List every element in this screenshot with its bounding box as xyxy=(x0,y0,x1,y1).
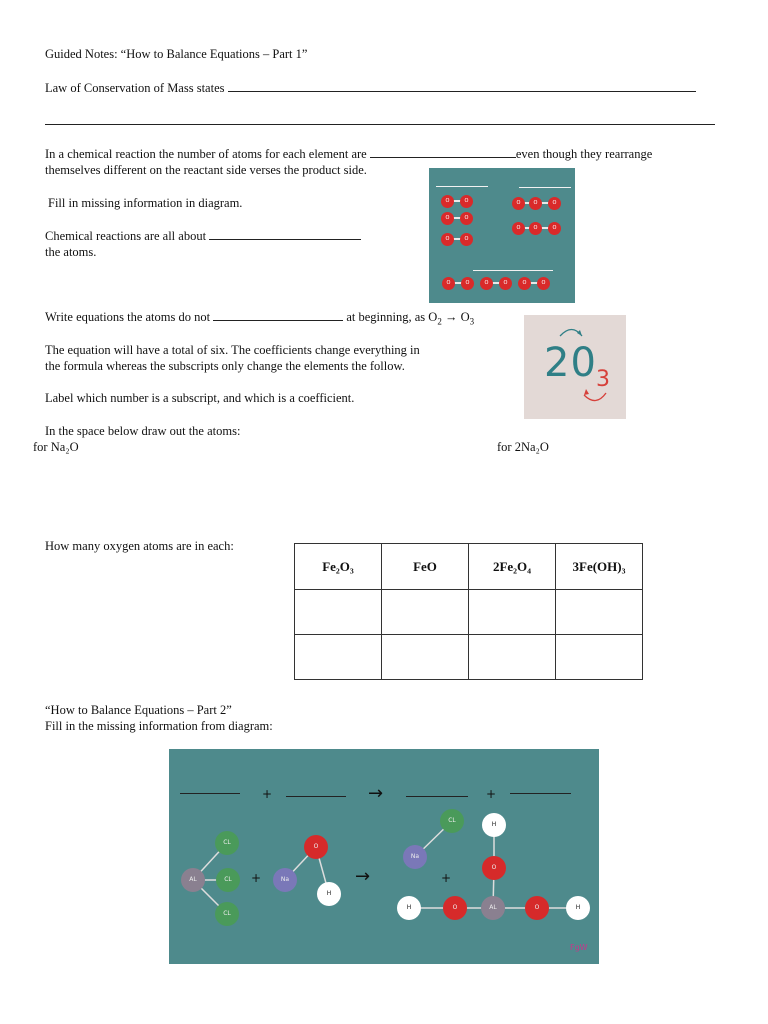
balance-diagram xyxy=(169,749,599,964)
plus-sign: + xyxy=(486,787,497,801)
table-header-cell: 3Fe(OH)₃ xyxy=(556,544,643,590)
answer-cell[interactable] xyxy=(295,590,382,635)
table-row xyxy=(295,635,643,680)
oxygen-atom: O xyxy=(529,222,542,235)
h-atom: H xyxy=(482,813,506,837)
oxygen-atom: O xyxy=(537,277,550,290)
al-atom: AL xyxy=(481,896,505,920)
draw-right-label: for 2Na₂O xyxy=(497,440,549,454)
h-atom: H xyxy=(566,896,590,920)
blank-rule xyxy=(406,796,468,797)
oxygen-diagram xyxy=(429,168,575,303)
oxygen-atom: O xyxy=(460,195,473,208)
arrow-icon: → xyxy=(355,866,371,887)
coefficient-image xyxy=(524,315,626,419)
h-atom: H xyxy=(397,896,421,920)
oxygen-atom: O xyxy=(512,197,525,210)
oxygen-atom: O xyxy=(441,195,454,208)
law-prompt xyxy=(45,80,696,96)
blank-rule xyxy=(510,793,571,794)
oxygen-atom: O xyxy=(518,277,531,290)
answer-cell[interactable] xyxy=(469,590,556,635)
oxygen-question: How many oxygen atoms are in each: xyxy=(45,539,234,553)
oxygen-atom: O xyxy=(441,212,454,225)
oxygen-atom: O xyxy=(548,197,561,210)
cl-atom: CL xyxy=(440,809,464,833)
page-title: Guided Notes: “How to Balance Equations – Part 1” xyxy=(45,47,308,61)
law-text: Law of Conservation of Mass states xyxy=(45,81,225,95)
table-row xyxy=(295,590,643,635)
law-blank-line2[interactable] xyxy=(45,124,715,125)
oxygen-atom: O xyxy=(460,212,473,225)
oxygen-atom: O xyxy=(461,277,474,290)
part2-title: “How to Balance Equations – Part 2” xyxy=(45,703,232,717)
write-eq-before: Write equations the atoms do not xyxy=(45,310,211,324)
o-atom: O xyxy=(443,896,467,920)
table-header-cell: 2Fe₂O₄ xyxy=(469,544,556,590)
about-line2: the atoms. xyxy=(45,245,97,259)
reaction-blank[interactable] xyxy=(370,146,516,158)
o-atom: O xyxy=(525,896,549,920)
oxygen-atom: O xyxy=(460,233,473,246)
oxygen-atom: O xyxy=(441,233,454,246)
reaction-before: In a chemical reaction the number of atoms for each element are xyxy=(45,147,367,161)
oxygen-atom: O xyxy=(512,222,525,235)
oxygen-atom: O xyxy=(529,197,542,210)
na-atom: Na xyxy=(403,845,427,869)
draw-instruction: In the space below draw out the atoms: xyxy=(45,424,241,438)
write-eq-prompt xyxy=(45,309,474,330)
answer-cell[interactable] xyxy=(556,590,643,635)
blank-rule xyxy=(473,270,553,271)
oxygen-atom: O xyxy=(548,222,561,235)
write-eq-after: at beginning, as O xyxy=(346,310,438,324)
big-coefficient: 20 xyxy=(544,340,597,386)
table-header-cell: Fe₂O₃ xyxy=(295,544,382,590)
write-eq-blank[interactable] xyxy=(213,309,343,321)
draw-left-label: for Na₂O xyxy=(33,440,79,454)
answer-cell[interactable] xyxy=(469,635,556,680)
oxygen-table xyxy=(294,543,643,680)
reaction-prompt xyxy=(45,146,652,162)
oxygen-atom: O xyxy=(480,277,493,290)
reaction-line2: themselves different on the reactant side verses the product side. xyxy=(45,163,367,177)
o2-subscript: 2 xyxy=(437,316,442,327)
o-atom: O xyxy=(304,835,328,859)
cl-atom: CL xyxy=(215,831,239,855)
six-line1: The equation will have a total of six. The coefficients change everything in xyxy=(45,343,420,357)
cl-atom: CL xyxy=(216,868,240,892)
big-subscript: 3 xyxy=(596,367,610,392)
blank-rule xyxy=(180,793,240,794)
answer-cell[interactable] xyxy=(382,590,469,635)
blank-rule xyxy=(436,186,488,187)
al-atom: AL xyxy=(181,868,205,892)
six-line2: the formula whereas the subscripts only change the elements the follow. xyxy=(45,359,405,373)
arrow-o3: → O xyxy=(441,310,470,324)
about-blank[interactable] xyxy=(209,228,361,240)
oxygen-atom: O xyxy=(442,277,455,290)
answer-cell[interactable] xyxy=(382,635,469,680)
table-header-cell: FeO xyxy=(382,544,469,590)
bond-lines xyxy=(169,749,599,964)
na-atom: Na xyxy=(273,868,297,892)
table-header-row xyxy=(295,544,643,590)
cl-atom: CL xyxy=(215,902,239,926)
answer-cell[interactable] xyxy=(556,635,643,680)
about-prompt xyxy=(45,228,361,244)
law-blank[interactable] xyxy=(228,80,696,92)
arrow-icon: → xyxy=(368,783,384,804)
fill-missing-text: Fill in missing information in diagram. xyxy=(48,196,243,210)
o3-subscript: 3 xyxy=(469,316,475,327)
reaction-after: even though they rearrange xyxy=(515,147,653,161)
blank-rule xyxy=(286,796,346,797)
plus-sign: + xyxy=(251,871,262,885)
oxygen-atom: O xyxy=(499,277,512,290)
o-atom: O xyxy=(482,856,506,880)
plus-sign: + xyxy=(262,787,273,801)
label-question: Label which number is a subscript, and which is a coefficient. xyxy=(45,391,355,405)
answer-cell[interactable] xyxy=(295,635,382,680)
h-atom: H xyxy=(317,882,341,906)
part2-instruction: Fill in the missing information from diagram: xyxy=(45,719,273,733)
watermark-logo: FgW xyxy=(570,943,588,952)
plus-sign: + xyxy=(441,871,452,885)
about-text: Chemical reactions are all about xyxy=(45,229,207,243)
blank-rule xyxy=(519,187,571,188)
